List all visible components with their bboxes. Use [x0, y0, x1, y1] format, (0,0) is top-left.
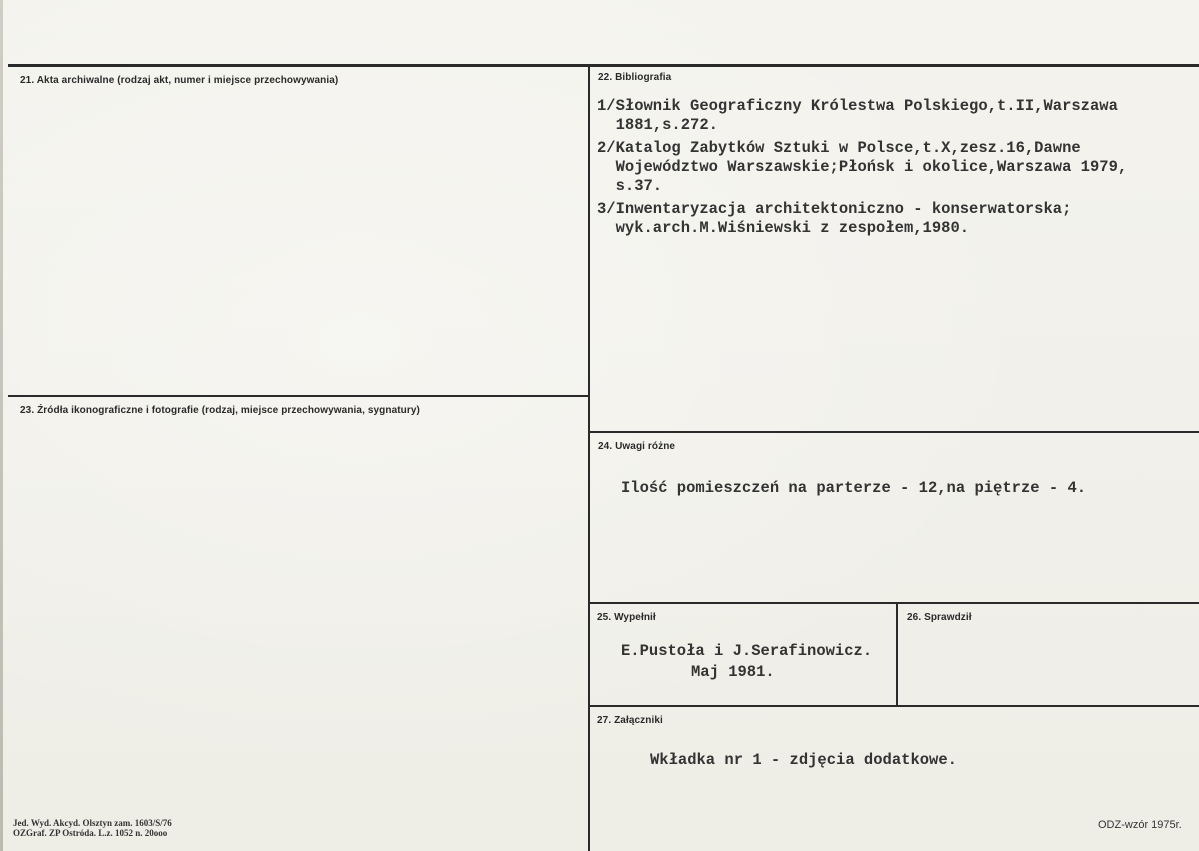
- printer-info-line-2: OZGraf. ZP Ostróda. L.z. 1052 n. 20ooo: [13, 828, 168, 838]
- divider-25-27: [589, 705, 1199, 707]
- filled-by-date: Maj 1981.: [691, 663, 775, 681]
- section-24-label: 24. Uwagi różne: [598, 441, 676, 452]
- bibliography-entry-3-line-1: 3/Inwentaryzacja architektoniczno - konserwatorska;: [597, 200, 1072, 218]
- bibliography-entry-1-line-2: 1881,s.272.: [597, 116, 718, 134]
- divider-22-24: [589, 431, 1199, 433]
- section-26-label: 26. Sprawdził: [907, 612, 972, 623]
- page-edge: [0, 0, 3, 851]
- bibliography-entry-2-line-1: 2/Katalog Zabytków Sztuki w Polsce,t.X,zesz.16,Dawne: [597, 139, 1081, 157]
- bibliography-entry-3: [597, 200, 1071, 238]
- section-25-label: 25. Wypełnił: [597, 612, 656, 623]
- bibliography-entry-2: [597, 139, 1127, 196]
- top-border: [8, 64, 1199, 67]
- bibliography-entry-3-line-2: wyk.arch.M.Wiśniewski z zespołem,1980.: [597, 219, 970, 237]
- form-model-number: ODZ-wzór 1975r.: [1098, 819, 1182, 831]
- divider-21-23: [8, 395, 589, 397]
- divider-25-26: [896, 603, 898, 705]
- printer-info: [13, 818, 172, 838]
- printer-info-line-1: Jed. Wyd. Akcyd. Olsztyn zam. 1603/S/76: [13, 818, 172, 828]
- section-22-label: 22. Bibliografia: [598, 72, 672, 83]
- bibliography-entry-1-line-1: 1/Słownik Geograficzny Królestwa Polskiego,t.II,Warszawa: [597, 97, 1118, 115]
- center-divider: [588, 66, 590, 851]
- attachments-text: Wkładka nr 1 - zdjęcia dodatkowe.: [650, 751, 957, 769]
- section-23-label: 23. Źródła ikonograficzne i fotografie (rodzaj, miejsce przechowywania, sygnatury): [20, 405, 420, 416]
- bibliography-entry-2-line-2: Województwo Warszawskie;Płońsk i okolice,Warszawa 1979,: [597, 158, 1128, 176]
- remarks-text: Ilość pomieszczeń na parterze - 12,na piętrze - 4.: [621, 479, 1087, 497]
- divider-24-25: [589, 602, 1199, 604]
- bibliography-entry-2-line-3: s.37.: [597, 177, 663, 195]
- section-27-label: 27. Załączniki: [597, 715, 663, 726]
- bibliography-entry-1: [597, 97, 1118, 135]
- filled-by-names: E.Pustoła i J.Serafinowicz.: [621, 642, 873, 660]
- section-21-label: 21. Akta archiwalne (rodzaj akt, numer i miejsce przechowywania): [20, 75, 339, 86]
